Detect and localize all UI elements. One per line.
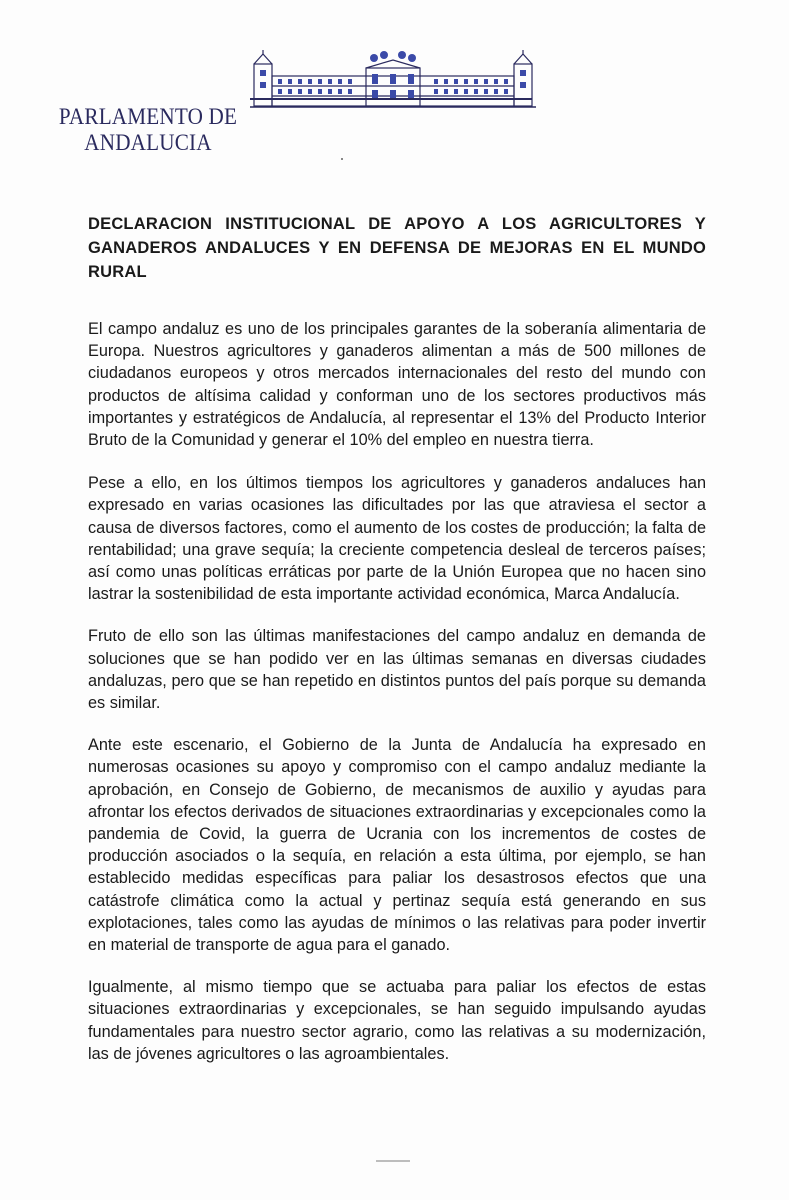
- letterhead-rule: [250, 98, 532, 100]
- letterhead: [248, 50, 538, 140]
- parliament-building-emblem-icon: [248, 50, 538, 112]
- paragraph: Ante este escenario, el Gobierno de la Junta de Andalucía ha expresado en numerosas ocasiones su apoyo y compromiso con el campo andaluz mediante la aprobación, en Consejo de Gobierno, de mecanismos de auxilio y ayudas para afrontar los efectos derivados de situaciones extraordinarias y excepcionales como la pandemia de Covid, la guerra de Ucrania con los incrementos de costes de producción asociados o la sequía, en relación a esta última, por ejemplo, se han establecido medidas específicas para paliar los desastrosos efectos que una catástrofe climática como la actual y pertinaz sequía está generando en sus explotaciones, tales como las ayudas de mínimos o las relativas para poder invertir en material de transporte de agua para el ganado.: [88, 736, 706, 955]
- scan-speck: [341, 158, 343, 160]
- page-footer-mark: [376, 1160, 410, 1162]
- document-title: DECLARACION INSTITUCIONAL DE APOYO A LOS AGRICULTORES Y GANADEROS ANDALUCES Y EN DEFENSA DE MEJORAS EN EL MUNDO RURAL: [88, 215, 706, 281]
- paragraph: Fruto de ello son las últimas manifestaciones del campo andaluz en demanda de soluciones que se han podido ver en las últimas semanas en diversas ciudades andaluzas, pero que se han repetido en distintos puntos del país porque su demanda es similar.: [88, 627, 706, 713]
- paragraph: El campo andaluz es uno de los principales garantes de la soberanía alimentaria de Europa. Nuestros agricultores y ganaderos alimentan a más de 500 millones de ciudadanos europeos y otros mercados internacionales del resto del mundo con productos de altísima calidad y conforman uno de los sectores productivos más importantes y estratégicos de Andalucía, al representar el 13% del Producto Interior Bruto de la Comunidad y generar el 10% del empleo en nuestra tierra.: [88, 320, 706, 450]
- paragraph: Pese a ello, en los últimos tiempos los agricultores y ganaderos andaluces han expresado en varias ocasiones las dificultades por las que atraviesa el sector a causa de diversos factores, como el aumento de los costes de producción; la falta de rentabilidad; una grave sequía; la creciente competencia desleal de terceros países; así como unas políticas erráticas por parte de la Unión Europea que no hacen sino lastrar la sostenibilidad de esta importante actividad económica, Marca Andalucía.: [88, 474, 706, 604]
- paragraph: Igualmente, al mismo tiempo que se actuaba para paliar los efectos de estas situaciones extraordinarias y excepcionales, se han seguido impulsando ayudas fundamentales para nuestro sector agrario, como las relativas a su modernización, las de jóvenes agricultores o las agroambientales.: [88, 978, 706, 1063]
- organization-name: PARLAMENTO DE ANDALUCIA: [58, 104, 238, 155]
- document-body: [88, 318, 706, 1085]
